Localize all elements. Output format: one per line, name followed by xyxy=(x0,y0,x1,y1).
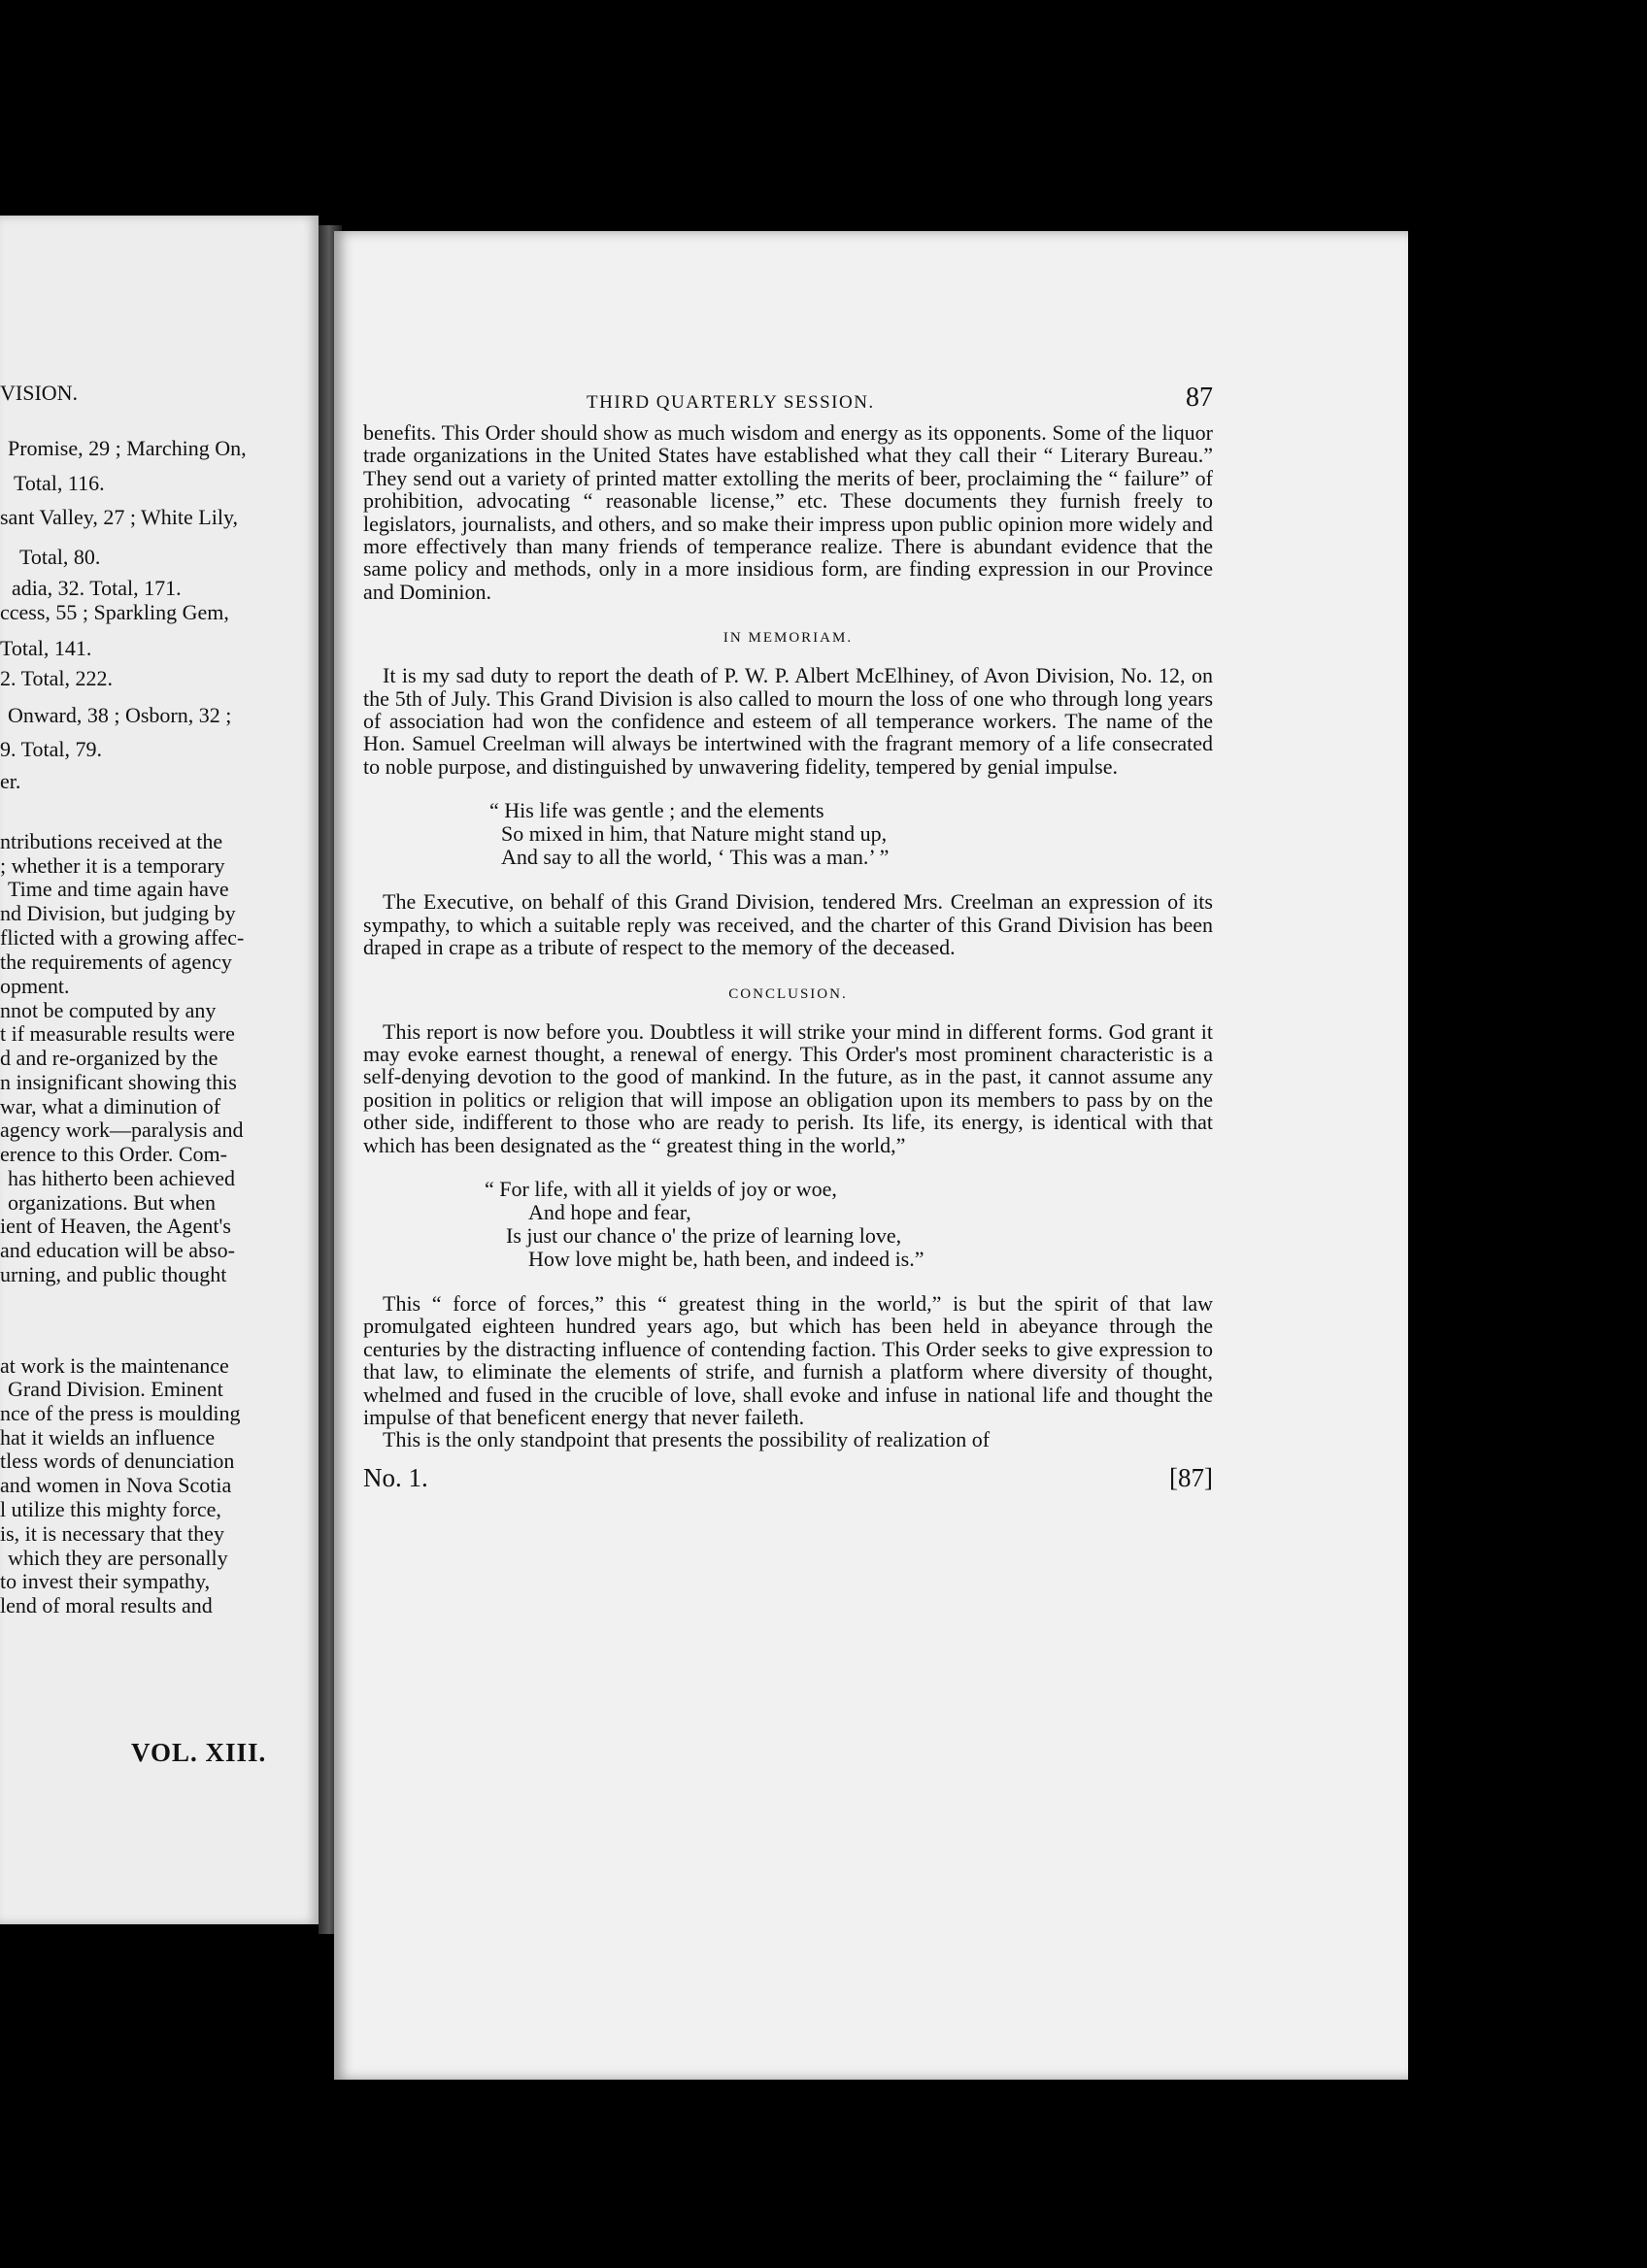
left-page-line: Onward, 38 ; Osborn, 32 ; xyxy=(8,703,232,727)
left-page-line: ient of Heaven, the Agent's xyxy=(0,1214,231,1238)
left-page-line: the requirements of agency xyxy=(0,950,232,974)
right-page xyxy=(334,231,1408,2080)
left-page-line: opment. xyxy=(0,974,70,998)
left-page-line: 2. Total, 222. xyxy=(0,666,113,690)
memoriam-paragraph: The Executive, on behalf of this Grand Division, tendered Mrs. Creelman an expression of its sympathy, to which a suitable reply was received, and the charter of this Grand Division has been draped in crape as a tribute of respect to the memory of the deceased. xyxy=(363,889,1213,960)
poem-line: So mixed in him, that Nature might stand up, xyxy=(501,821,888,847)
left-page-line: nnot be computed by any xyxy=(0,998,217,1022)
left-page-line: nd Division, but judging by xyxy=(0,901,236,925)
volume-label: VOL. XIII. xyxy=(131,1738,267,1767)
left-page-line: which they are personally xyxy=(8,1546,228,1570)
page-number: 87 xyxy=(1186,383,1213,413)
poem-line: How love might be, hath been, and indeed is.” xyxy=(528,1246,924,1271)
left-page-line: hat it wields an influence xyxy=(0,1425,216,1450)
left-page-line: sant Valley, 27 ; White Lily, xyxy=(0,505,239,529)
running-head xyxy=(363,383,1213,421)
left-page-line: tless words of denunciation xyxy=(0,1449,235,1473)
left-page xyxy=(0,216,319,1924)
conclusion-paragraph: This “ force of forces,” this “ greatest thing in the world,” is but the spirit of that law promulgated eighteen hundred years ago, but which has been held in abeyance through the centuries by the distracting influence of contending faction. This Order seeks to give expression to that law, to eliminate the elements of strife, and furnish a platform where diversity of thought, whelmed and fused in the crucible of love, shall evoke and infuse in national life and thought the impulse of that beneficent energy that never faileth. xyxy=(363,1290,1213,1429)
running-title: THIRD QUARTERLY SESSION. xyxy=(587,392,875,413)
left-page-line: Total, 80. xyxy=(19,545,101,569)
left-page-line: Total, 141. xyxy=(0,636,92,660)
bracket-page-number: [87] xyxy=(1169,1462,1213,1492)
conclusion-poem xyxy=(363,1178,1213,1271)
left-page-line: has hitherto been achieved xyxy=(8,1166,235,1190)
left-page-line: 9. Total, 79. xyxy=(0,737,102,761)
page-content xyxy=(363,383,1213,1496)
left-page-line: nce of the press is moulding xyxy=(0,1401,241,1425)
left-page-line: is, it is necessary that they xyxy=(0,1521,224,1546)
left-page-line: erence to this Order. Com- xyxy=(0,1142,227,1166)
left-page-line: Promise, 29 ; Marching On, xyxy=(8,436,247,460)
left-page-line: Total, 116. xyxy=(14,471,105,495)
left-page-line: d and re-organized by the xyxy=(0,1046,218,1070)
left-page-line: organizations. But when xyxy=(8,1190,217,1215)
conclusion-paragraph: This report is now before you. Doubtless it will strike your mind in different forms. God grant it may evoke earnest thought, a renewal of energy. This Order's most prominent characteristic is a self-denying devotion to the good of mankind. In the future, as in the past, it cannot assume any position in politics or religion that will impose an obligation upon its members to pass by on the other side, indifferent to those who are ready to perish. Its life, its energy, is identical with that which has been designated as the “ greatest thing in the world,” xyxy=(363,1018,1213,1157)
conclusion-heading: CONCLUSION. xyxy=(728,985,848,1002)
left-page-line: war, what a diminution of xyxy=(0,1094,221,1118)
left-page-line: Time and time again have xyxy=(8,877,229,901)
left-page-line: and women in Nova Scotia xyxy=(0,1473,232,1497)
signature-mark: No. 1. xyxy=(363,1462,428,1492)
intro-paragraph: benefits. This Order should show as much wisdom and energy as its opponents. Some of the liquor trade organizations in the United States have established what they call their “ Literary Bureau.” They send out a variety of printed matter extolling the merits of beer, proclaiming the “ failure” of prohibition, advocating “ reasonable license,” etc. These documents they furnish freely to legislators, journalists, and others, and so make their impress upon public opinion more widely and more effectively than many friends of temperance realize. There is abundant evidence that the same policy and methods, only in a more insidious form, are finding expression in our Province and Dominion. xyxy=(363,420,1213,604)
left-page-line: l utilize this mighty force, xyxy=(0,1497,221,1521)
left-page-line: to invest their sympathy, xyxy=(0,1569,211,1593)
left-page-line: adia, 32. Total, 171. xyxy=(12,576,182,600)
page-footer xyxy=(363,1463,1213,1496)
memoriam-heading: IN MEMORIAM. xyxy=(723,630,854,647)
left-page-line: flicted with a growing affec- xyxy=(0,925,245,950)
left-page-line: er. xyxy=(0,769,21,793)
poem-line: And hope and fear, xyxy=(528,1199,691,1224)
left-page-line: Grand Division. Eminent xyxy=(8,1377,223,1401)
left-page-line: urning, and public thought xyxy=(0,1262,227,1286)
left-page-line: ; whether it is a temporary xyxy=(0,853,225,878)
poem-line: Is just our chance o' the prize of learning love, xyxy=(506,1222,902,1248)
left-page-line: n insignificant showing this xyxy=(0,1070,237,1094)
poem-line: “ His life was gentle ; and the elements xyxy=(489,798,824,823)
memoriam-paragraph: It is my sad duty to report the death of P. W. P. Albert McElhiney, of Avon Division, No. 12, on the 5th of July. This Grand Division is also called to mourn the loss of one who through long years of association had won the confidence and esteem of all temperance workers. The name of the Hon. Samuel Creelman will always be intertwined with the fragrant memory of a life consecrated to noble purpose, and distinguished by unwavering fidelity, tempered by genial impulse. xyxy=(363,663,1213,779)
poem-line: “ For life, with all it yields of joy or woe, xyxy=(485,1176,837,1201)
left-page-line: at work is the maintenance xyxy=(0,1353,229,1378)
left-page-line: t if measurable results were xyxy=(0,1021,235,1046)
left-page-line: lend of moral results and xyxy=(0,1593,213,1618)
left-page-line: ccess, 55 ; Sparkling Gem, xyxy=(0,600,229,624)
left-page-line: ntributions received at the xyxy=(0,829,223,853)
left-page-line: VISION. xyxy=(0,381,79,405)
left-page-line: and education will be abso- xyxy=(0,1238,235,1262)
memoriam-poem xyxy=(363,799,1213,869)
conclusion-paragraph: This is the only standpoint that presents the possibility of realization of xyxy=(383,1427,991,1452)
poem-line: And say to all the world, ‘ This was a man.’ ” xyxy=(501,845,890,870)
left-page-line: agency work—paralysis and xyxy=(0,1117,244,1142)
